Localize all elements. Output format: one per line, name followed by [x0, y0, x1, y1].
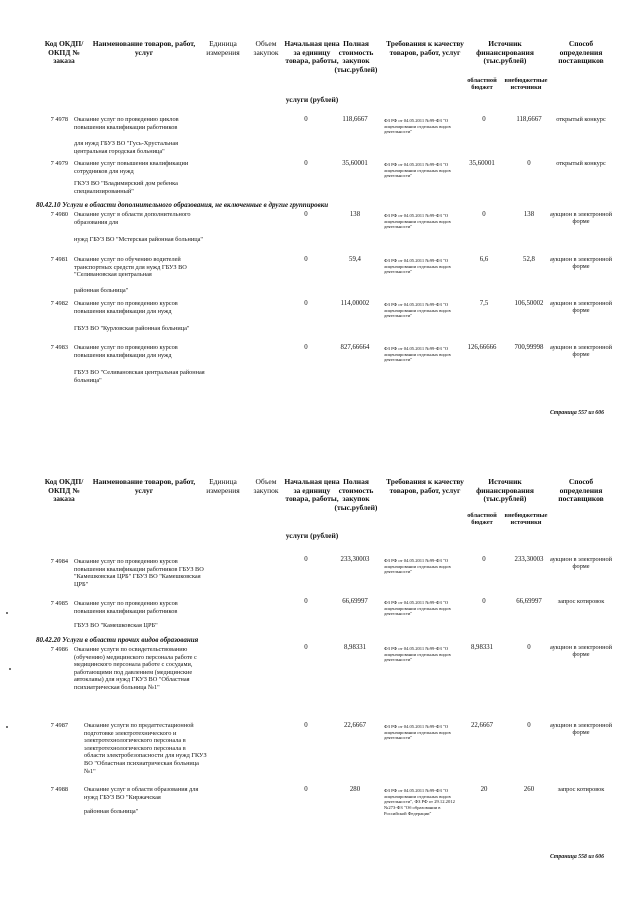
header-source-regional: областной бюджет — [467, 77, 497, 92]
row-method: аукцион в электронной форме — [550, 722, 612, 737]
scan-speck — [6, 612, 8, 614]
header-volume: Объем закупок — [253, 477, 279, 495]
row-price: 0 — [304, 116, 308, 123]
row-id: 7 4978 — [50, 116, 68, 123]
row-extra: 138 — [523, 211, 535, 218]
row-total: 138 — [349, 211, 361, 218]
row-price: 0 — [304, 722, 308, 729]
row-price: 0 — [304, 256, 308, 263]
row-regional: 0 — [482, 556, 486, 563]
row-name: Оказание услуг в области образования для нужд ГБУЗ ВО "Киржачская — [84, 786, 199, 801]
row-name: Оказание услуг по проведению циклов повышения квалификации работников — [74, 116, 179, 131]
header-total: Полная стоимость закупок (тыс.рублей) — [334, 39, 378, 74]
header-requirements: Требования к качеству товаров, работ, услуг — [386, 477, 464, 495]
row-price: 0 — [304, 556, 308, 563]
row-name-customer: ГБУЗ ВО "Курловская районная больница" — [74, 325, 190, 332]
row-regional: 22,6667 — [470, 722, 494, 729]
row-method: аукцион в электронной форме — [550, 644, 612, 659]
row-name-customer: ГБУЗ ВО "Селивановская центральная районная больница" — [74, 369, 205, 384]
row-id: 7 4985 — [50, 600, 68, 607]
row-total: 35,60001 — [342, 160, 368, 167]
row-name: Оказание услуги по предаттестационной подготовке электротехнического и электротехнологического персонала в электротехнологического персонала в области электробезопасности для нужд ГКУЗ ВО "Областная психиатрическая больница №1" — [84, 722, 207, 775]
header-source-extra: внебюджетные источники — [504, 77, 548, 92]
row-name: Оказание услуг по проведению курсов повышения квалификации работников ГБУЗ ВО "Камешковская ЦРБ" ГБУЗ ВО "Камешковская ЦРБ" — [74, 558, 204, 588]
row-total: 22,6667 — [343, 722, 367, 729]
row-requirements: ФЗ РФ от 04.05.2011 №99-ФЗ "О лицензировании отдельных видов деятельности" — [384, 213, 451, 230]
row-extra: 233,30003 — [514, 556, 544, 563]
row-requirements: ФЗ РФ от 04.05.2011 №99-ФЗ "О лицензировании отдельных видов деятельности" — [384, 162, 451, 179]
row-total: 280 — [349, 786, 361, 793]
row-extra: 106,50002 — [514, 300, 544, 307]
header-price: Начальная цена за единицу товара, работы, — [284, 39, 340, 66]
row-name: Оказание услуг по проведению курсов повышения квалификации работников — [74, 600, 178, 615]
row-price: 0 — [304, 300, 308, 307]
row-price: 0 — [304, 644, 308, 651]
row-method: открытый конкурс — [556, 160, 606, 167]
row-extra: 260 — [523, 786, 535, 793]
row-id: 7 4980 — [50, 211, 68, 218]
row-requirements: ФЗ РФ от 04.05.2011 №99-ФЗ "О лицензировании отдельных видов деятельности" — [384, 258, 451, 275]
header-code: Код ОКДП/ ОКПД № заказа — [44, 477, 84, 504]
row-method: аукцион в электронной форме — [550, 556, 612, 571]
row-name-customer: ГКУЗ ВО "Владимирский дом ребенка специализированный" — [74, 180, 178, 195]
row-name: Оказание услуг в области дополнительного образования для — [74, 211, 191, 226]
row-name-customer: районная больница" — [84, 808, 139, 815]
row-name: Оказание услуги по освидетельствованию (обучению) медицинского персонала работе с медицинского персонала работе с сосудами, работающими под давлением (медицинские автоклавы) для нужд ГКУЗ ВО "Областная психиатрическая больница №1" — [74, 646, 197, 691]
page-footer: Страница 557 из 606 — [549, 410, 604, 416]
row-regional: 20 — [480, 786, 488, 793]
header-source-regional: областной бюджет — [467, 512, 497, 527]
row-regional: 7,5 — [479, 300, 489, 307]
row-price: 0 — [304, 211, 308, 218]
row-regional: 6,6 — [479, 256, 489, 263]
header-source: Источник финансирования (тыс.рублей) — [476, 39, 534, 66]
row-extra: 0 — [527, 160, 531, 167]
row-total: 59,4 — [349, 256, 361, 263]
row-extra: 118,6667 — [516, 116, 542, 123]
row-total: 118,6667 — [342, 116, 368, 123]
row-price: 0 — [304, 786, 308, 793]
row-regional: 126,66666 — [467, 344, 497, 351]
row-name: Оказание услуг по проведению курсов повышения квалификации для нужд — [74, 300, 178, 315]
row-method: запрос котировок — [557, 598, 605, 605]
section-heading: 80.42.20 Услуги в области прочих видов образования — [36, 636, 199, 644]
page-footer: Страница 558 из 606 — [549, 854, 604, 860]
row-regional: 0 — [482, 116, 486, 123]
row-id: 7 4981 — [50, 256, 68, 263]
row-extra: 66,69997 — [516, 598, 542, 605]
row-requirements: ФЗ РФ от 04.05.2011 №99-ФЗ "О лицензировании отдельных видов деятельности" — [384, 646, 451, 663]
header-method: Способ определения поставщиков — [558, 477, 604, 504]
header-total: Полная стоимость закупок (тыс.рублей) — [334, 477, 378, 512]
row-method: открытый конкурс — [556, 116, 606, 123]
row-id: 7 4986 — [50, 646, 68, 653]
row-total: 66,69997 — [342, 598, 368, 605]
row-id: 7 4987 — [50, 722, 68, 729]
row-name-customer: нужд ГБУЗ ВО "Мстерская районная больница" — [74, 236, 203, 243]
row-regional: 0 — [482, 211, 486, 218]
document-page-557 — [0, 0, 640, 452]
row-method: аукцион в электронной форме — [550, 256, 612, 271]
row-extra: 700,99998 — [514, 344, 544, 351]
row-total: 233,30003 — [340, 556, 370, 563]
row-requirements: ФЗ РФ от 04.05.2011 №99-ФЗ "О лицензировании отдельных видов деятельности" — [384, 302, 451, 319]
header-name: Наименование товаров, работ, услуг — [92, 39, 196, 57]
header-requirements: Требования к качеству товаров, работ, услуг — [386, 39, 464, 57]
row-requirements: ФЗ РФ от 04.05.2011 №99-ФЗ "О лицензировании отдельных видов деятельности", ФЗ РФ от 29.12.2012 №273-ФЗ "Об образовании в Российской Федерации" — [384, 788, 455, 816]
row-name: Оказание услуг по проведению курсов повышения квалификации для нужд — [74, 344, 178, 359]
row-name-customer: для нужд ГБУЗ ВО "Гусь-Хрустальная центральная городская больница" — [74, 140, 179, 155]
row-total: 114,00002 — [340, 300, 370, 307]
row-regional: 0 — [482, 598, 486, 605]
header-price: Начальная цена за единицу товара, работы, — [284, 477, 340, 504]
row-id: 7 4983 — [50, 344, 68, 351]
scan-speck — [6, 726, 8, 728]
header-source: Источник финансирования (тыс.рублей) — [476, 477, 534, 504]
row-extra: 52,8 — [523, 256, 535, 263]
row-requirements: ФЗ РФ от 04.05.2011 №99-ФЗ "О лицензировании отдельных видов деятельности" — [384, 600, 451, 617]
row-name-customer: ГБУЗ ВО "Камешковская ЦРБ" — [74, 622, 158, 629]
header-price-services: услуги (рублей) — [285, 531, 339, 540]
header-name: Наименование товаров, работ, услуг — [92, 477, 196, 495]
row-regional: 35,60001 — [469, 160, 495, 167]
section-heading: 80.42.10 Услуги в области дополнительного образования, не включенные в другие группировки — [36, 201, 329, 209]
row-id: 7 4984 — [50, 558, 68, 565]
row-extra: 0 — [527, 722, 531, 729]
row-method: аукцион в электронной форме — [550, 211, 612, 226]
scan-speck — [9, 668, 11, 670]
row-method: аукцион в электронной форме — [550, 300, 612, 315]
header-price-services: услуги (рублей) — [285, 95, 339, 104]
row-name-customer: районная больница" — [74, 287, 129, 294]
row-requirements: ФЗ РФ от 04.05.2011 №99-ФЗ "О лицензировании отдельных видов деятельности" — [384, 724, 451, 741]
document-page-558 — [0, 452, 640, 905]
row-name: Оказание услуг по обучению водителей транспортных средств для нужд ГБУЗ ВО "Селивановская центральная — [74, 256, 187, 279]
row-name: Оказание услуг повышения квалификации сотрудников для нужд — [74, 160, 189, 175]
row-method: аукцион в электронной форме — [550, 344, 612, 359]
row-price: 0 — [304, 598, 308, 605]
row-extra: 0 — [527, 644, 531, 651]
header-unit: Единица измерения — [206, 39, 240, 57]
row-requirements: ФЗ РФ от 04.05.2011 №99-ФЗ "О лицензировании отдельных видов деятельности" — [384, 118, 451, 135]
row-price: 0 — [304, 160, 308, 167]
header-code: Код ОКДП/ ОКПД № заказа — [44, 39, 84, 66]
header-volume: Объем закупок — [253, 39, 279, 57]
row-id: 7 4979 — [50, 160, 68, 167]
row-method: запрос котировок — [557, 786, 605, 793]
row-id: 7 4982 — [50, 300, 68, 307]
row-requirements: ФЗ РФ от 04.05.2011 №99-ФЗ "О лицензировании отдельных видов деятельности" — [384, 346, 451, 363]
row-total: 827,66664 — [340, 344, 370, 351]
row-total: 8,98331 — [343, 644, 367, 651]
row-price: 0 — [304, 344, 308, 351]
row-regional: 8,98331 — [470, 644, 494, 651]
header-method: Способ определения поставщиков — [558, 39, 604, 66]
row-id: 7 4988 — [50, 786, 68, 793]
header-unit: Единица измерения — [206, 477, 240, 495]
header-source-extra: внебюджетные источники — [504, 512, 548, 527]
row-requirements: ФЗ РФ от 04.05.2011 №99-ФЗ "О лицензировании отдельных видов деятельности" — [384, 558, 451, 575]
